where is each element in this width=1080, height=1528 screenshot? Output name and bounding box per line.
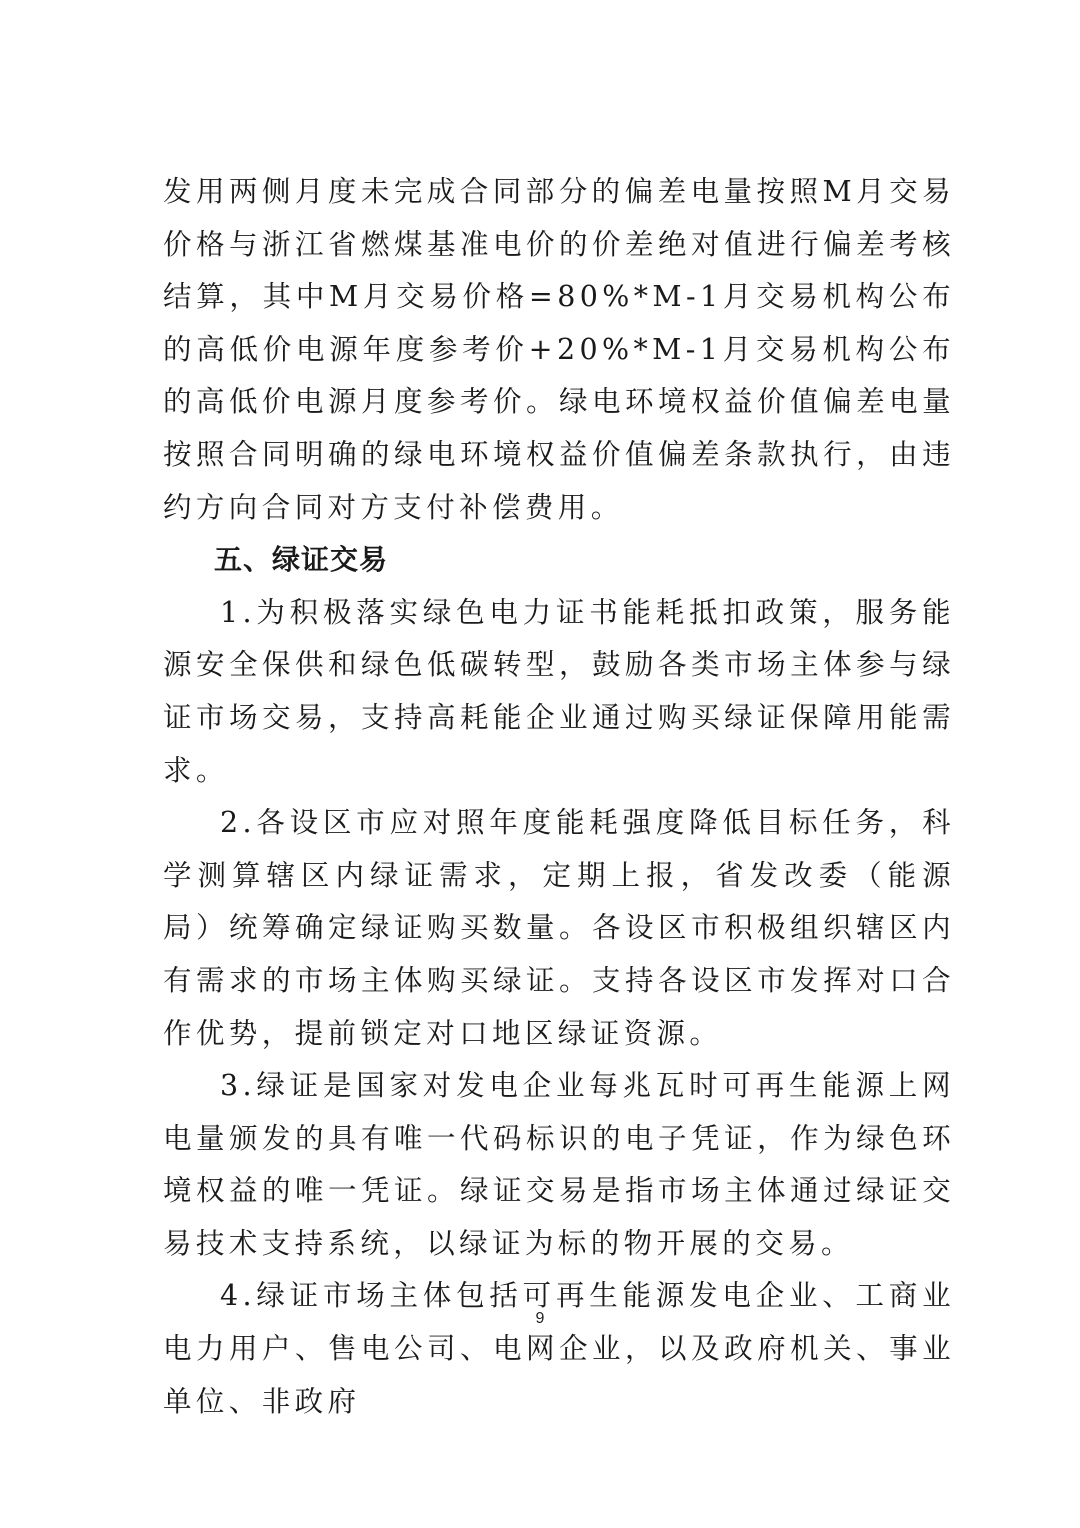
paragraph-item-4: 4.绿证市场主体包括可再生能源发电企业、工商业电力用户、售电公司、电网企业，以及政府机关、事业单位、非政府: [163, 1279, 955, 1418]
paragraph-item-1: 1.为积极落实绿色电力证书能耗抵扣政策，服务能源安全保供和绿色低碳转型，鼓励各类市场主体参与绿证市场交易，支持高耗能企业通过购买绿证保障用能需求。: [163, 595, 955, 787]
continuation-paragraph: 发用两侧月度未完成合同部分的偏差电量按照M月交易价格与浙江省燃煤基准电价的价差绝对值进行偏差考核结算，其中M月交易价格=80%*M-1月交易机构公布的高低价电源年度参考价+20%*M-1月交易机构公布的高低价电源月度参考价。绿电环境权益价值偏差电量按照合同明确的绿电环境权益价值偏差条款执行，由违约方向合同对方支付补偿费用。: [163, 175, 955, 524]
section-heading: 五、绿证交易: [214, 543, 389, 577]
page-number: 9: [535, 1310, 545, 1327]
paragraph-item-2: 2.各设区市应对照年度能耗强度降低目标任务，科学测算辖区内绿证需求，定期上报，省发改委（能源局）统筹确定绿证购买数量。各设区市积极组织辖区内有需求的市场主体购买绿证。支持各设区市发挥对口合作优势，提前锁定对口地区绿证资源。: [163, 806, 955, 1050]
page-body: [163, 166, 955, 1428]
paragraph-item-3: 3.绿证是国家对发电企业每兆瓦时可再生能源上网电量颁发的具有唯一代码标识的电子凭证，作为绿色环境权益的唯一凭证。绿证交易是指市场主体通过绿证交易技术支持系统，以绿证为标的物开展的交易。: [163, 1069, 955, 1260]
